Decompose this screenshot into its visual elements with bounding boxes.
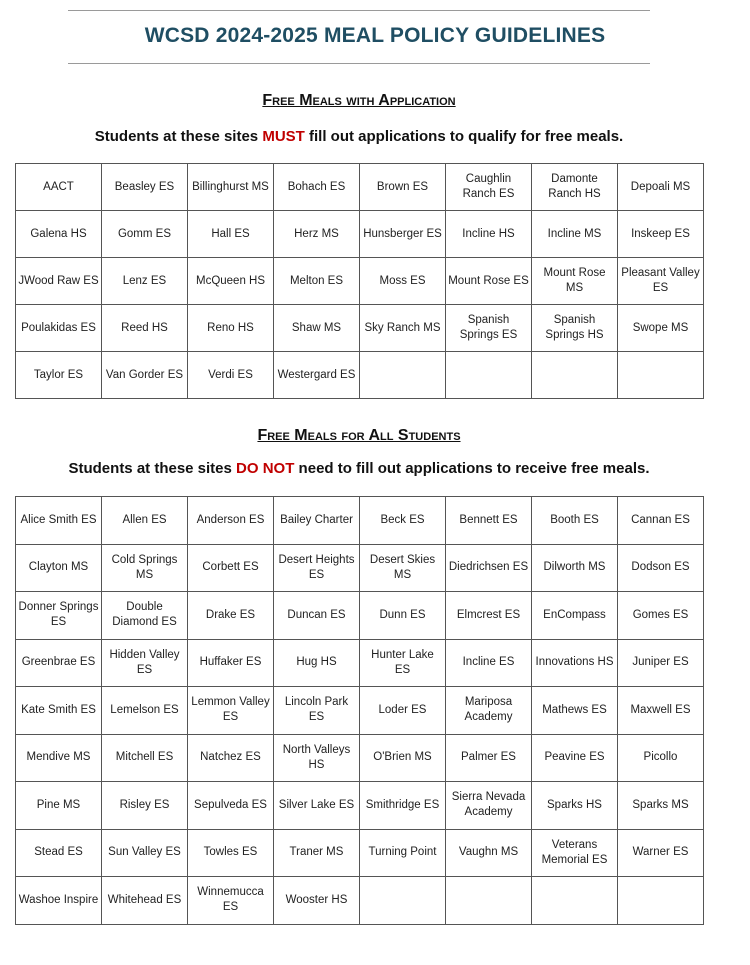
school-cell: Dilworth MS: [532, 544, 618, 592]
school-cell: Wooster HS: [274, 877, 360, 925]
school-cell: Dodson ES: [618, 544, 704, 592]
school-cell: Verdi ES: [188, 352, 274, 399]
section2-sub-text-after: need to fill out applications to receive free meals.: [294, 460, 650, 477]
table-row: [16, 592, 704, 640]
school-cell: Sepulveda ES: [188, 782, 274, 830]
school-cell: Westergard ES: [274, 352, 360, 399]
school-cell: Palmer ES: [446, 734, 532, 782]
school-cell: Innovations HS: [532, 639, 618, 687]
school-cell: EnCompass: [532, 592, 618, 640]
school-cell: Huffaker ES: [188, 639, 274, 687]
school-cell: Inskeep ES: [618, 211, 704, 258]
school-cell: Mathews ES: [532, 687, 618, 735]
all-students-sites-table: [15, 496, 704, 925]
school-cell: Donner Springs ES: [16, 592, 102, 640]
school-cell: Reno HS: [188, 305, 274, 352]
school-cell: Moss ES: [360, 258, 446, 305]
school-cell: Hunter Lake ES: [360, 639, 446, 687]
school-cell: Peavine ES: [532, 734, 618, 782]
section1-sub-highlight: MUST: [262, 128, 305, 145]
school-cell: Clayton MS: [16, 544, 102, 592]
section2-subheading: [0, 460, 718, 477]
school-cell: Melton ES: [274, 258, 360, 305]
school-cell: Traner MS: [274, 829, 360, 877]
school-cell: Stead ES: [16, 829, 102, 877]
section2-heading: Free Meals for All Students: [257, 427, 461, 444]
table-row: [16, 639, 704, 687]
school-cell: Pleasant Valley ES: [618, 258, 704, 305]
school-cell: Natchez ES: [188, 734, 274, 782]
table-row: [16, 829, 704, 877]
school-cell: Diedrichsen ES: [446, 544, 532, 592]
top-rule: [68, 10, 650, 11]
school-cell: [532, 352, 618, 399]
school-cell: Reed HS: [102, 305, 188, 352]
school-cell: Desert Skies MS: [360, 544, 446, 592]
school-cell: Vaughn MS: [446, 829, 532, 877]
school-cell: Beasley ES: [102, 164, 188, 211]
school-cell: Booth ES: [532, 497, 618, 545]
school-cell: Towles ES: [188, 829, 274, 877]
school-cell: Silver Lake ES: [274, 782, 360, 830]
school-cell: Sparks MS: [618, 782, 704, 830]
table-row: [16, 544, 704, 592]
school-cell: Dunn ES: [360, 592, 446, 640]
school-cell: Gomes ES: [618, 592, 704, 640]
school-cell: Elmcrest ES: [446, 592, 532, 640]
school-cell: Hug HS: [274, 639, 360, 687]
school-cell: O'Brien MS: [360, 734, 446, 782]
school-cell: Hall ES: [188, 211, 274, 258]
school-cell: Swope MS: [618, 305, 704, 352]
school-cell: Risley ES: [102, 782, 188, 830]
table-row: [16, 782, 704, 830]
table-row: [16, 211, 704, 258]
section1-subheading: [0, 128, 718, 145]
school-cell: Loder ES: [360, 687, 446, 735]
school-cell: Desert Heights ES: [274, 544, 360, 592]
school-cell: Gomm ES: [102, 211, 188, 258]
table-row: [16, 687, 704, 735]
table-row: [16, 352, 704, 399]
school-cell: Duncan ES: [274, 592, 360, 640]
school-cell: [446, 877, 532, 925]
school-cell: Warner ES: [618, 829, 704, 877]
school-cell: Billinghurst MS: [188, 164, 274, 211]
school-cell: Sparks HS: [532, 782, 618, 830]
school-cell: Juniper ES: [618, 639, 704, 687]
school-cell: McQueen HS: [188, 258, 274, 305]
school-cell: Kate Smith ES: [16, 687, 102, 735]
school-cell: Galena HS: [16, 211, 102, 258]
section1-sub-text-before: Students at these sites: [94, 128, 263, 145]
school-cell: [360, 877, 446, 925]
school-cell: Herz MS: [274, 211, 360, 258]
school-cell: Beck ES: [360, 497, 446, 545]
school-cell: Depoali MS: [618, 164, 704, 211]
section2-sub-text-before: Students at these sites: [68, 460, 237, 477]
school-cell: Pine MS: [16, 782, 102, 830]
school-cell: Veterans Memorial ES: [532, 829, 618, 877]
school-cell: Spanish Springs HS: [532, 305, 618, 352]
section2-sub-highlight: DO NOT: [236, 460, 295, 477]
school-cell: Hidden Valley ES: [102, 639, 188, 687]
school-cell: Picollo: [618, 734, 704, 782]
school-cell: Lenz ES: [102, 258, 188, 305]
school-cell: Damonte Ranch HS: [532, 164, 618, 211]
school-cell: Bohach ES: [274, 164, 360, 211]
school-cell: Mariposa Academy: [446, 687, 532, 735]
school-cell: Maxwell ES: [618, 687, 704, 735]
school-cell: Lemmon Valley ES: [188, 687, 274, 735]
school-cell: Incline MS: [532, 211, 618, 258]
school-cell: Poulakidas ES: [16, 305, 102, 352]
table-row: [16, 164, 704, 211]
school-cell: [532, 877, 618, 925]
school-cell: Drake ES: [188, 592, 274, 640]
school-cell: AACT: [16, 164, 102, 211]
school-cell: Mendive MS: [16, 734, 102, 782]
table-row: [16, 305, 704, 352]
school-cell: Hunsberger ES: [360, 211, 446, 258]
school-cell: JWood Raw ES: [16, 258, 102, 305]
school-cell: Brown ES: [360, 164, 446, 211]
school-cell: Sun Valley ES: [102, 829, 188, 877]
title-rule: [68, 63, 650, 64]
school-cell: Mitchell ES: [102, 734, 188, 782]
school-cell: Lemelson ES: [102, 687, 188, 735]
school-cell: [360, 352, 446, 399]
school-cell: Smithridge ES: [360, 782, 446, 830]
school-cell: Mount Rose ES: [446, 258, 532, 305]
school-cell: Taylor ES: [16, 352, 102, 399]
school-cell: Van Gorder ES: [102, 352, 188, 399]
school-cell: Incline ES: [446, 639, 532, 687]
school-cell: Washoe Inspire: [16, 877, 102, 925]
school-cell: [618, 352, 704, 399]
school-cell: [618, 877, 704, 925]
school-cell: Lincoln Park ES: [274, 687, 360, 735]
table-row: [16, 877, 704, 925]
school-cell: Sky Ranch MS: [360, 305, 446, 352]
application-sites-table: [15, 163, 704, 399]
school-cell: Bailey Charter: [274, 497, 360, 545]
table-row: [16, 497, 704, 545]
school-cell: [446, 352, 532, 399]
school-cell: Alice Smith ES: [16, 497, 102, 545]
school-cell: Caughlin Ranch ES: [446, 164, 532, 211]
section1-sub-text-after: fill out applications to qualify for free meals.: [304, 128, 624, 145]
page-title: WCSD 2024-2025 MEAL POLICY GUIDELINES: [144, 24, 606, 47]
school-cell: Shaw MS: [274, 305, 360, 352]
school-cell: North Valleys HS: [274, 734, 360, 782]
school-cell: Mount Rose MS: [532, 258, 618, 305]
table-row: [16, 734, 704, 782]
section1-heading: Free Meals with Application: [262, 92, 456, 109]
school-cell: Allen ES: [102, 497, 188, 545]
school-cell: Anderson ES: [188, 497, 274, 545]
school-cell: Winnemucca ES: [188, 877, 274, 925]
school-cell: Incline HS: [446, 211, 532, 258]
school-cell: Turning Point: [360, 829, 446, 877]
school-cell: Bennett ES: [446, 497, 532, 545]
school-cell: Spanish Springs ES: [446, 305, 532, 352]
table-row: [16, 258, 704, 305]
school-cell: Sierra Nevada Academy: [446, 782, 532, 830]
school-cell: Greenbrae ES: [16, 639, 102, 687]
school-cell: Cold Springs MS: [102, 544, 188, 592]
school-cell: Corbett ES: [188, 544, 274, 592]
school-cell: Cannan ES: [618, 497, 704, 545]
school-cell: Whitehead ES: [102, 877, 188, 925]
school-cell: Double Diamond ES: [102, 592, 188, 640]
